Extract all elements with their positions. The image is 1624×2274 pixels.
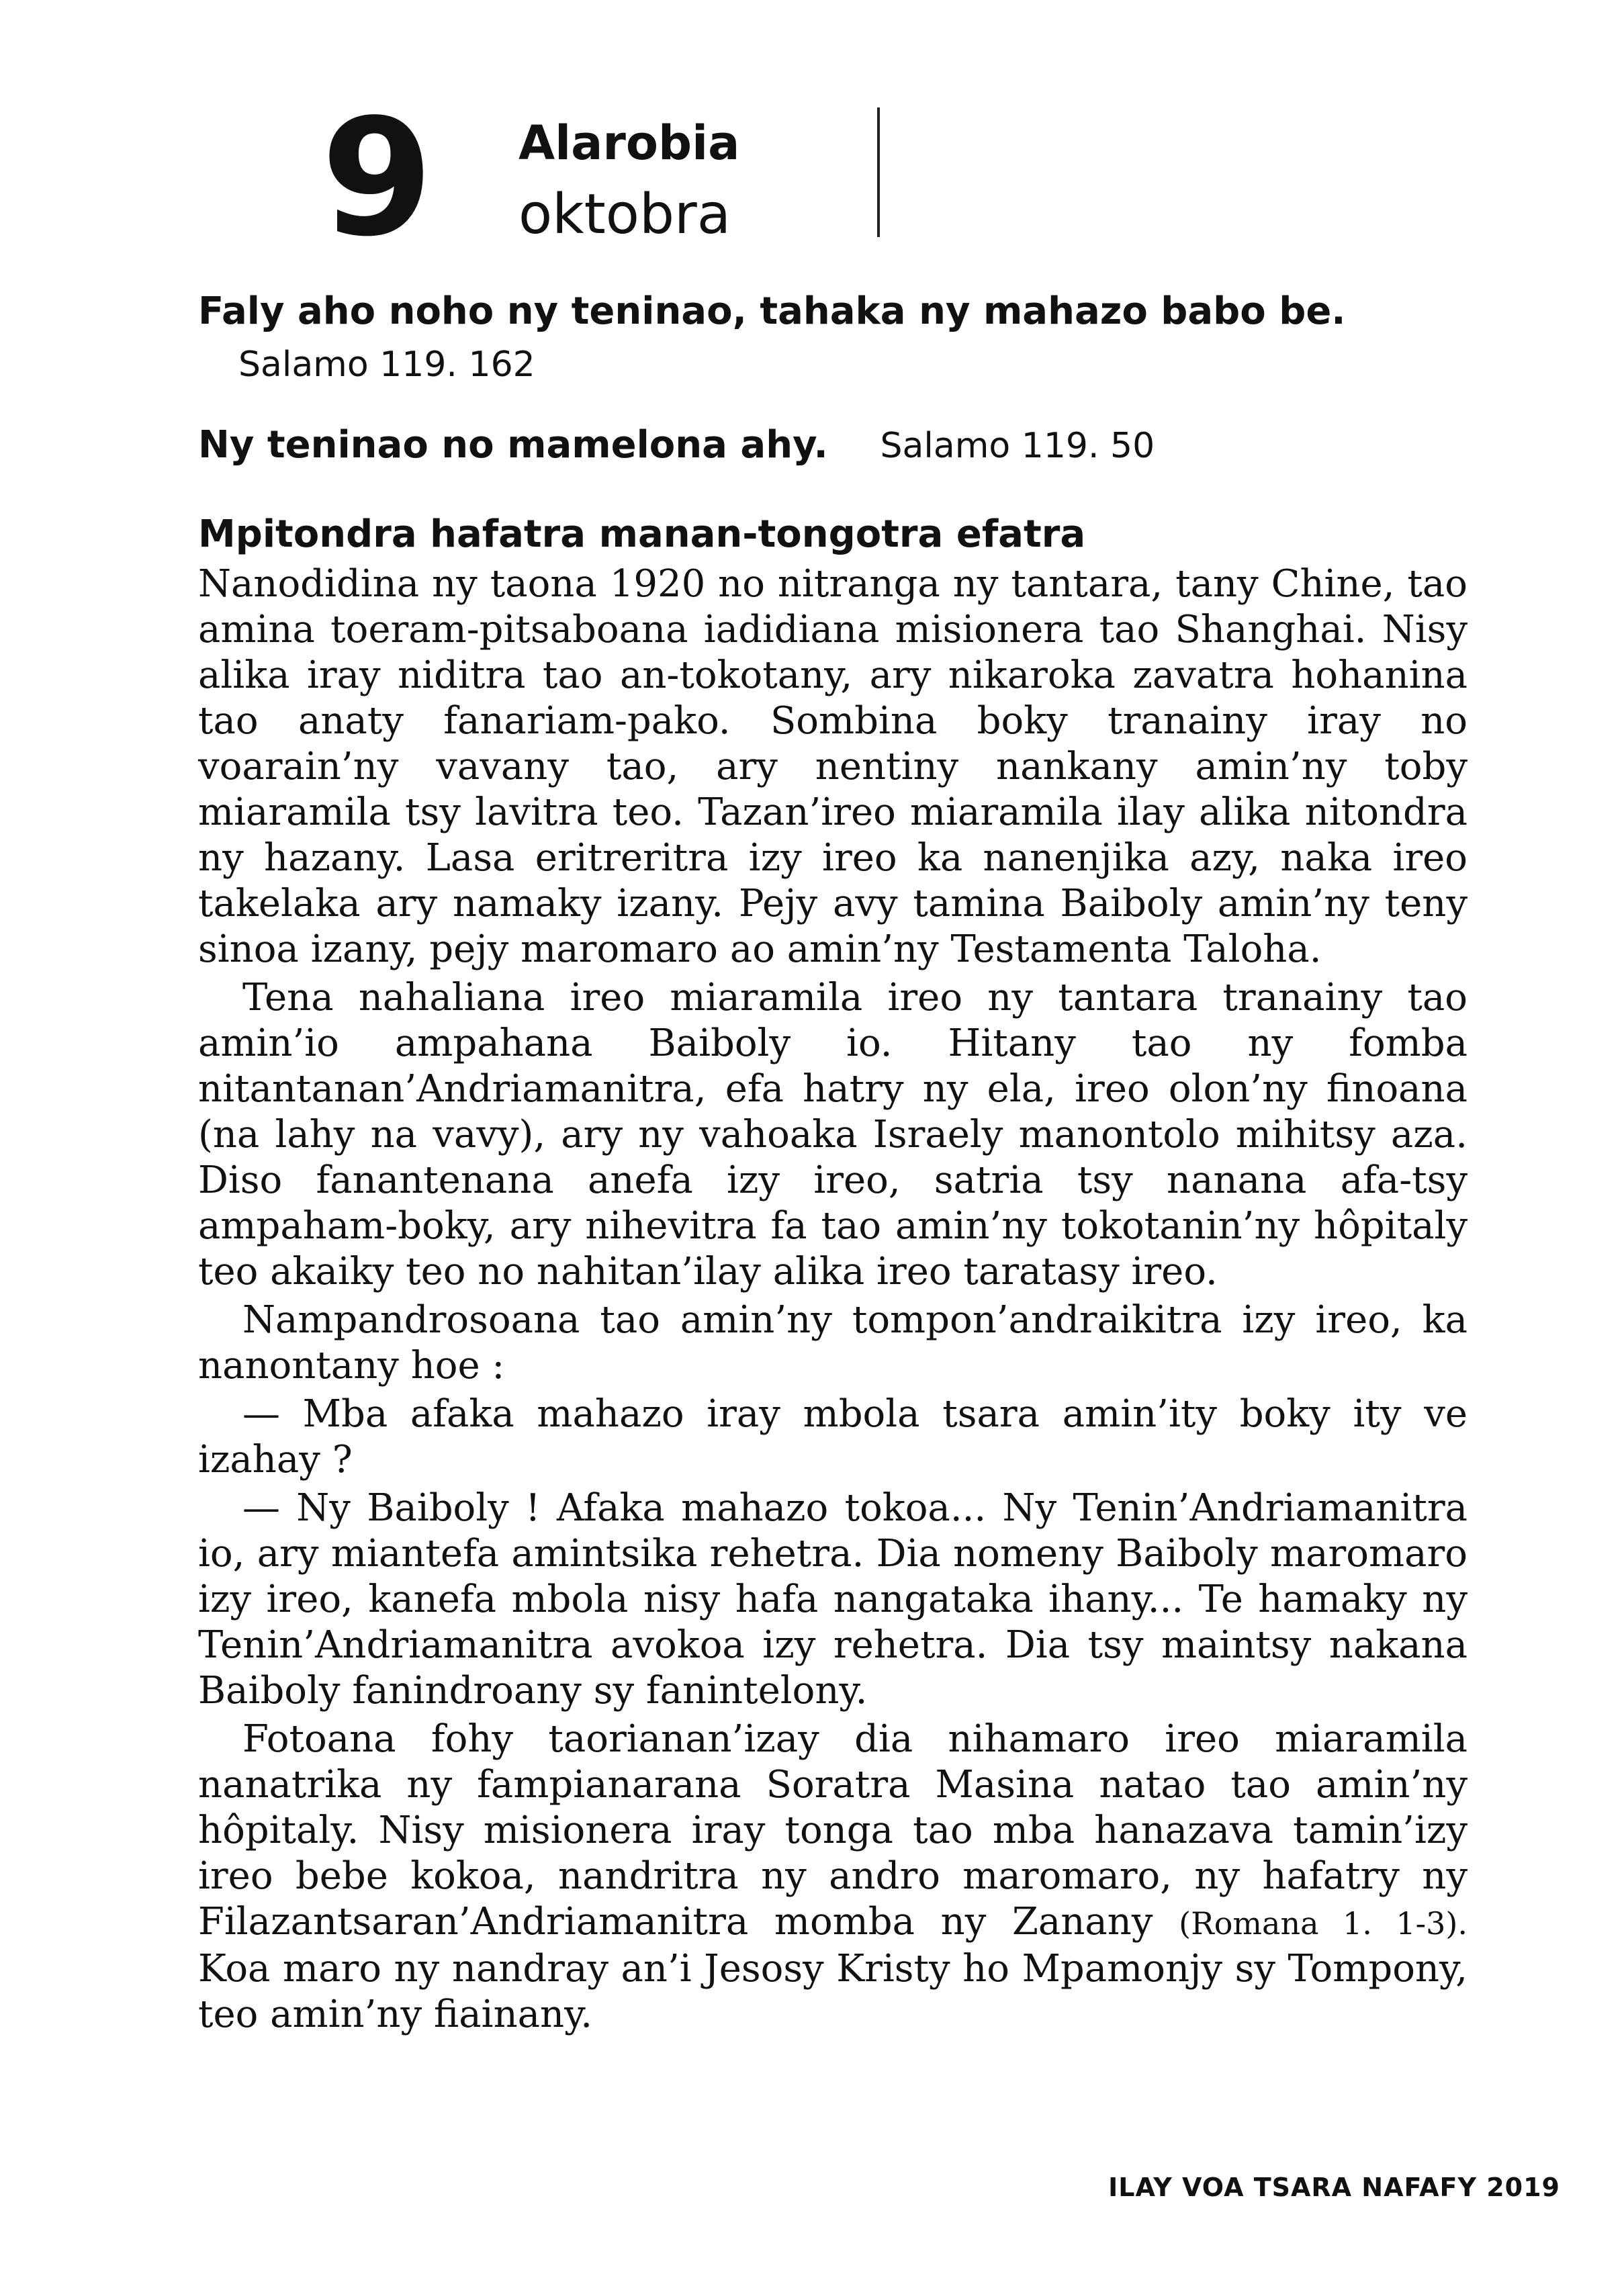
verse [198, 419, 1468, 472]
verse-text: Ny teninao no mamelona ahy. [198, 423, 828, 467]
weekday: Alarobia [518, 116, 740, 171]
paragraph-text: Fotoana fohy taorianan’izay dia nihamaro ireo miaramila nanatrika ny fampianarana Soratra Masina natao tao amin’ny hôpitaly. Nisy misionera iray tonga tao mba hanazava tamin’izy ireo bebe kokoa, nandritra ny andro maromaro, ny hafatry ny Filazantsaran’Andriamanitra momba ny Zanany [198, 1717, 1468, 1944]
paragraph: Nanodidina ny taona 1920 no nitranga ny tantara, tany Chine, tao amina toeram-pitsaboana iadidiana misionera tao Shanghai. Nisy alika iray niditra tao an-tokotany, ary nikaroka zavatra hohanina tao anaty fanariam-pako. Sombina boky tranainy iray no voarain’ny vavany tao, ary nentiny nankany amin’ny toby miaramila tsy lavitra teo. Tazan’ireo miaramila ilay alika nitondra ny hazany. Lasa eritreritra izy ireo ka nanenjika azy, naka ireo takelaka ary namaky izany. Pejy avy tamina Baiboly amin’ny teny sinoa izany, pejy maromaro ao amin’ny Testamenta Taloha. [198, 562, 1468, 971]
verses [198, 285, 1468, 500]
meditation-title: Mpitondra hafatra manan-tongotra efatra [198, 512, 1086, 556]
dialogue-line: — Ny Baiboly ! Afaka mahazo tokoa... Ny Tenin’Andriamanitra io, ary miantefa amintsika rehetra. Dia nomeny Baiboly maromaro izy ireo, kanefa mbola nisy hafa nangataka ihany... Te hamaky ny Tenin’Andriamanitra avokoa izy rehetra. Dia tsy maintsy nakana Baiboly fanindroany sy fanintelony. [198, 1486, 1468, 1713]
verse [198, 285, 1468, 391]
paragraph-text: Koa maro ny nandray an’i Jesosy Kristy ho Mpamonjy sy Tompony, teo amin’ny fiainany. [198, 1947, 1468, 2036]
verse-reference: Salamo 119. 162 [238, 345, 535, 385]
paragraph: Nampandrosoana tao amin’ny tompon’andraikitra izy ireo, ka nanontany hoe : [198, 1298, 1468, 1388]
day-number: 9 [321, 84, 428, 272]
paragraph [198, 1717, 1468, 2038]
header-divider [877, 107, 880, 237]
month: oktobra [518, 183, 731, 246]
verse-reference: Salamo 119. 50 [880, 426, 1155, 466]
footer-publication: ILAY VOA TSARA NAFAFY 2019 [1108, 2173, 1560, 2202]
verse-text: Faly aho noho ny teninao, tahaka ny mahazo babo be. [198, 289, 1346, 333]
date-header [0, 0, 1624, 272]
paragraph: Tena nahaliana ireo miaramila ireo ny tantara tranainy tao amin’io ampahana Baiboly io. Hitany tao ny fomba nitantanan’Andriamanitra, efa hatry ny ela, ireo olon’ny finoana (na lahy na vavy), ary ny vahoaka Israely manontolo mihitsy aza. Diso fanantenana anefa izy ireo, satria tsy nanana afa-tsy ampaham-boky, ary nihevitra fa tao amin’ny tokotanin’ny hôpitaly teo akaiky teo no nahitan’ilay alika ireo taratasy ireo. [198, 976, 1468, 1293]
meditation [198, 510, 1468, 2038]
bible-reference: (Romana 1. 1-3). [1179, 1905, 1468, 1942]
dialogue-line: — Mba afaka mahazo iray mbola tsara amin’ity boky ity ve izahay ? [198, 1392, 1468, 1482]
